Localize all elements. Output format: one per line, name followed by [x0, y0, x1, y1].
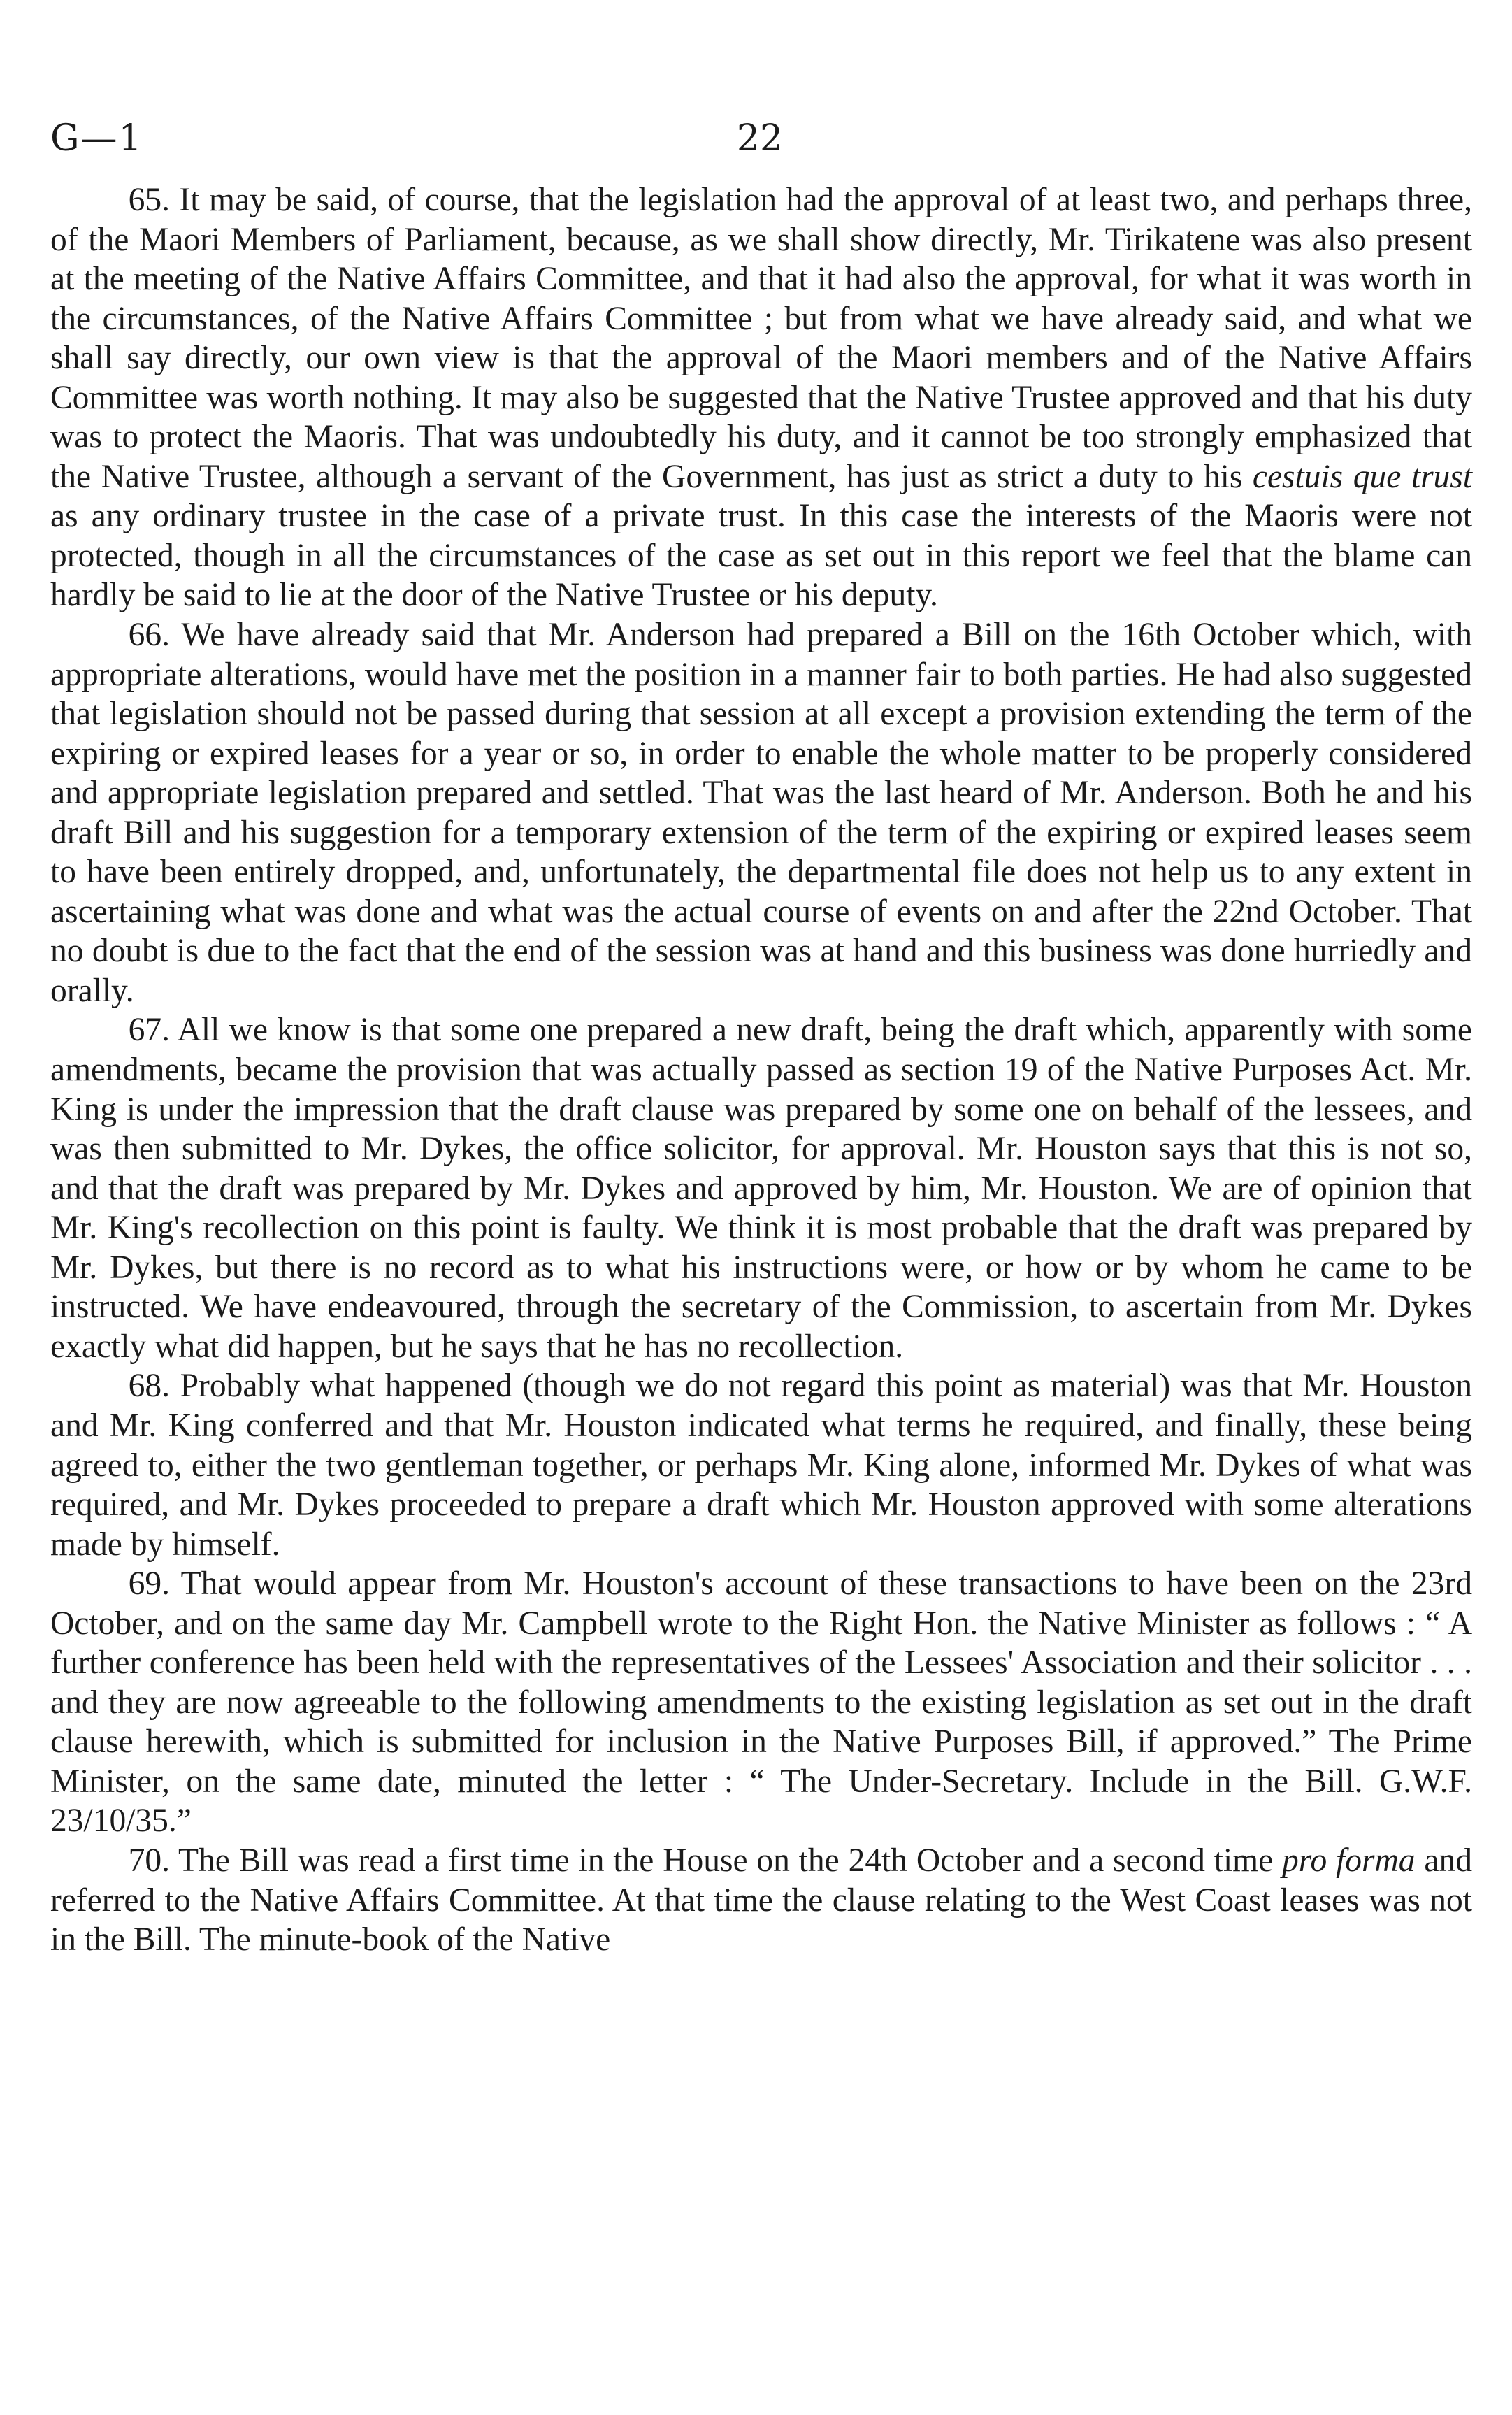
paragraph-70 — [50, 1841, 1472, 1960]
paragraph-text: and referred to the Native Affairs Committee. At that time the clause relating to the West Coast leases was not in the Bill. The minute-book of the Native — [50, 1842, 1472, 1958]
paragraph-text: All we know is that some one prepared a new draft, being the draft which, apparently with some amendments, became the provision that was actually passed as section 19 of the Native Purposes Act. Mr. King is under the impression that the draft clause was prepared by some one on behalf of the lessees, and was then submitted to Mr. Dykes, the office solicitor, for approval. Mr. Houston says that this is not so, and that the draft was prepared by Mr. Dykes and approved by him, Mr. Houston. We are of opinion that Mr. King's recollection on this point is faulty. We think it is most probable that the draft was prepared by Mr. Dykes, but there is no record as to what his instructions were, or how or by whom he came to be instructed. We have endeavoured, through the secretary of the Commission, to ascertain from Mr. Dykes exactly what did happen, but he says that he has no recollection. — [50, 1012, 1472, 1365]
paragraph-number: 70. — [128, 1842, 170, 1879]
page-number: 22 — [736, 117, 784, 159]
paragraph-number: 66. — [128, 617, 170, 654]
paragraph-66 — [50, 615, 1472, 1010]
paragraph-number: 67. — [128, 1012, 170, 1049]
report-body — [50, 180, 1472, 1960]
paragraph-67 — [50, 1010, 1472, 1366]
paragraph-text: It may be said, of course, that the legislation had the approval of at least two, and perhaps three, of the Maori Members of Parliament, because, as we shall show directly, Mr. Tirikatene was also present at the meeting of the Native Affairs Committee, and that it had also the approval, for what it was worth in the circumstances, of the Native Affairs Committee ; but from what we have already said, and what we shall say directly, our own view is that the approval of the Maori members and of the Native Affairs Committee was worth nothing. It may also be suggested that the Native Trustee approved and that his duty was to protect the Maoris. That was undoubtedly his duty, and it cannot be too strongly emphasized that the Native Trustee, although a servant of the Government, has just as strict a duty to his — [50, 182, 1472, 495]
paragraph-italic-text: cestuis que trust — [1252, 458, 1472, 495]
paragraph-text: We have already said that Mr. Anderson had prepared a Bill on the 16th October which, with appropriate alterations, would have met the position in a manner fair to both parties. He had also suggested that legislation should not be passed during that session at all except a provision extending the term of the expiring or expired leases for a year or so, in order to enable the whole matter to be properly considered and appropriate legislation prepared and settled. That was the last heard of Mr. Anderson. Both he and his draft Bill and his suggestion for a temporary extension of the term of the expiring or expired leases seem to have been entirely dropped, and, unfortunately, the departmental file does not help us to any extent in ascertaining what was done and what was the actual course of events on and after the 22nd October. That no doubt is due to the fact that the end of the session was at hand and this business was done hurriedly and orally. — [50, 617, 1472, 1009]
paragraph-68 — [50, 1366, 1472, 1564]
document-reference: G—1 — [50, 117, 143, 159]
paragraph-69 — [50, 1564, 1472, 1841]
paragraph-text: Probably what happened (though we do not regard this point as material) was that Mr. Houston and Mr. King conferred and that Mr. Houston indicated what terms he required, and finally, these being agreed to, either the two gentleman together, or perhaps Mr. King alone, informed Mr. Dykes of what was required, and Mr. Dykes proceeded to prepare a draft which Mr. Houston approved with some alterations made by himself. — [50, 1368, 1473, 1563]
paragraph-number: 69. — [128, 1565, 170, 1603]
paragraph-italic-text: pro forma — [1282, 1842, 1416, 1879]
paragraph-text: That would appear from Mr. Houston's account of these transactions to have been on the 23rd October, and on the same day Mr. Campbell wrote to the Right Hon. the Native Minister as follows : “ A further conference has been held with the representatives of the Lessees' Association and their solicitor . . . and they are now agreeable to the following amendments to the existing legislation as set out in the draft clause herewith, which is submitted for inclusion in the Native Purposes Bill, if approved.” The Prime Minister, on the same date, minuted the letter : “ The Under-Secretary. Include in the Bill. G.W.F. 23/10/35.” — [50, 1565, 1472, 1840]
paragraph-text: The Bill was read a first time in the House on the 24th October and a second time — [178, 1842, 1283, 1879]
paragraph-65 — [50, 180, 1472, 615]
paragraph-number: 65. — [128, 182, 170, 218]
paragraph-text: as any ordinary trustee in the case of a private trust. In this case the interests of the Maoris were not protected, though in all the circumstances of the case as set out in this report we feel that the blame can hardly be said to lie at the door of the Native Trustee or his deputy. — [50, 498, 1472, 614]
paragraph-number: 68. — [128, 1368, 170, 1405]
page-header — [50, 117, 1469, 173]
